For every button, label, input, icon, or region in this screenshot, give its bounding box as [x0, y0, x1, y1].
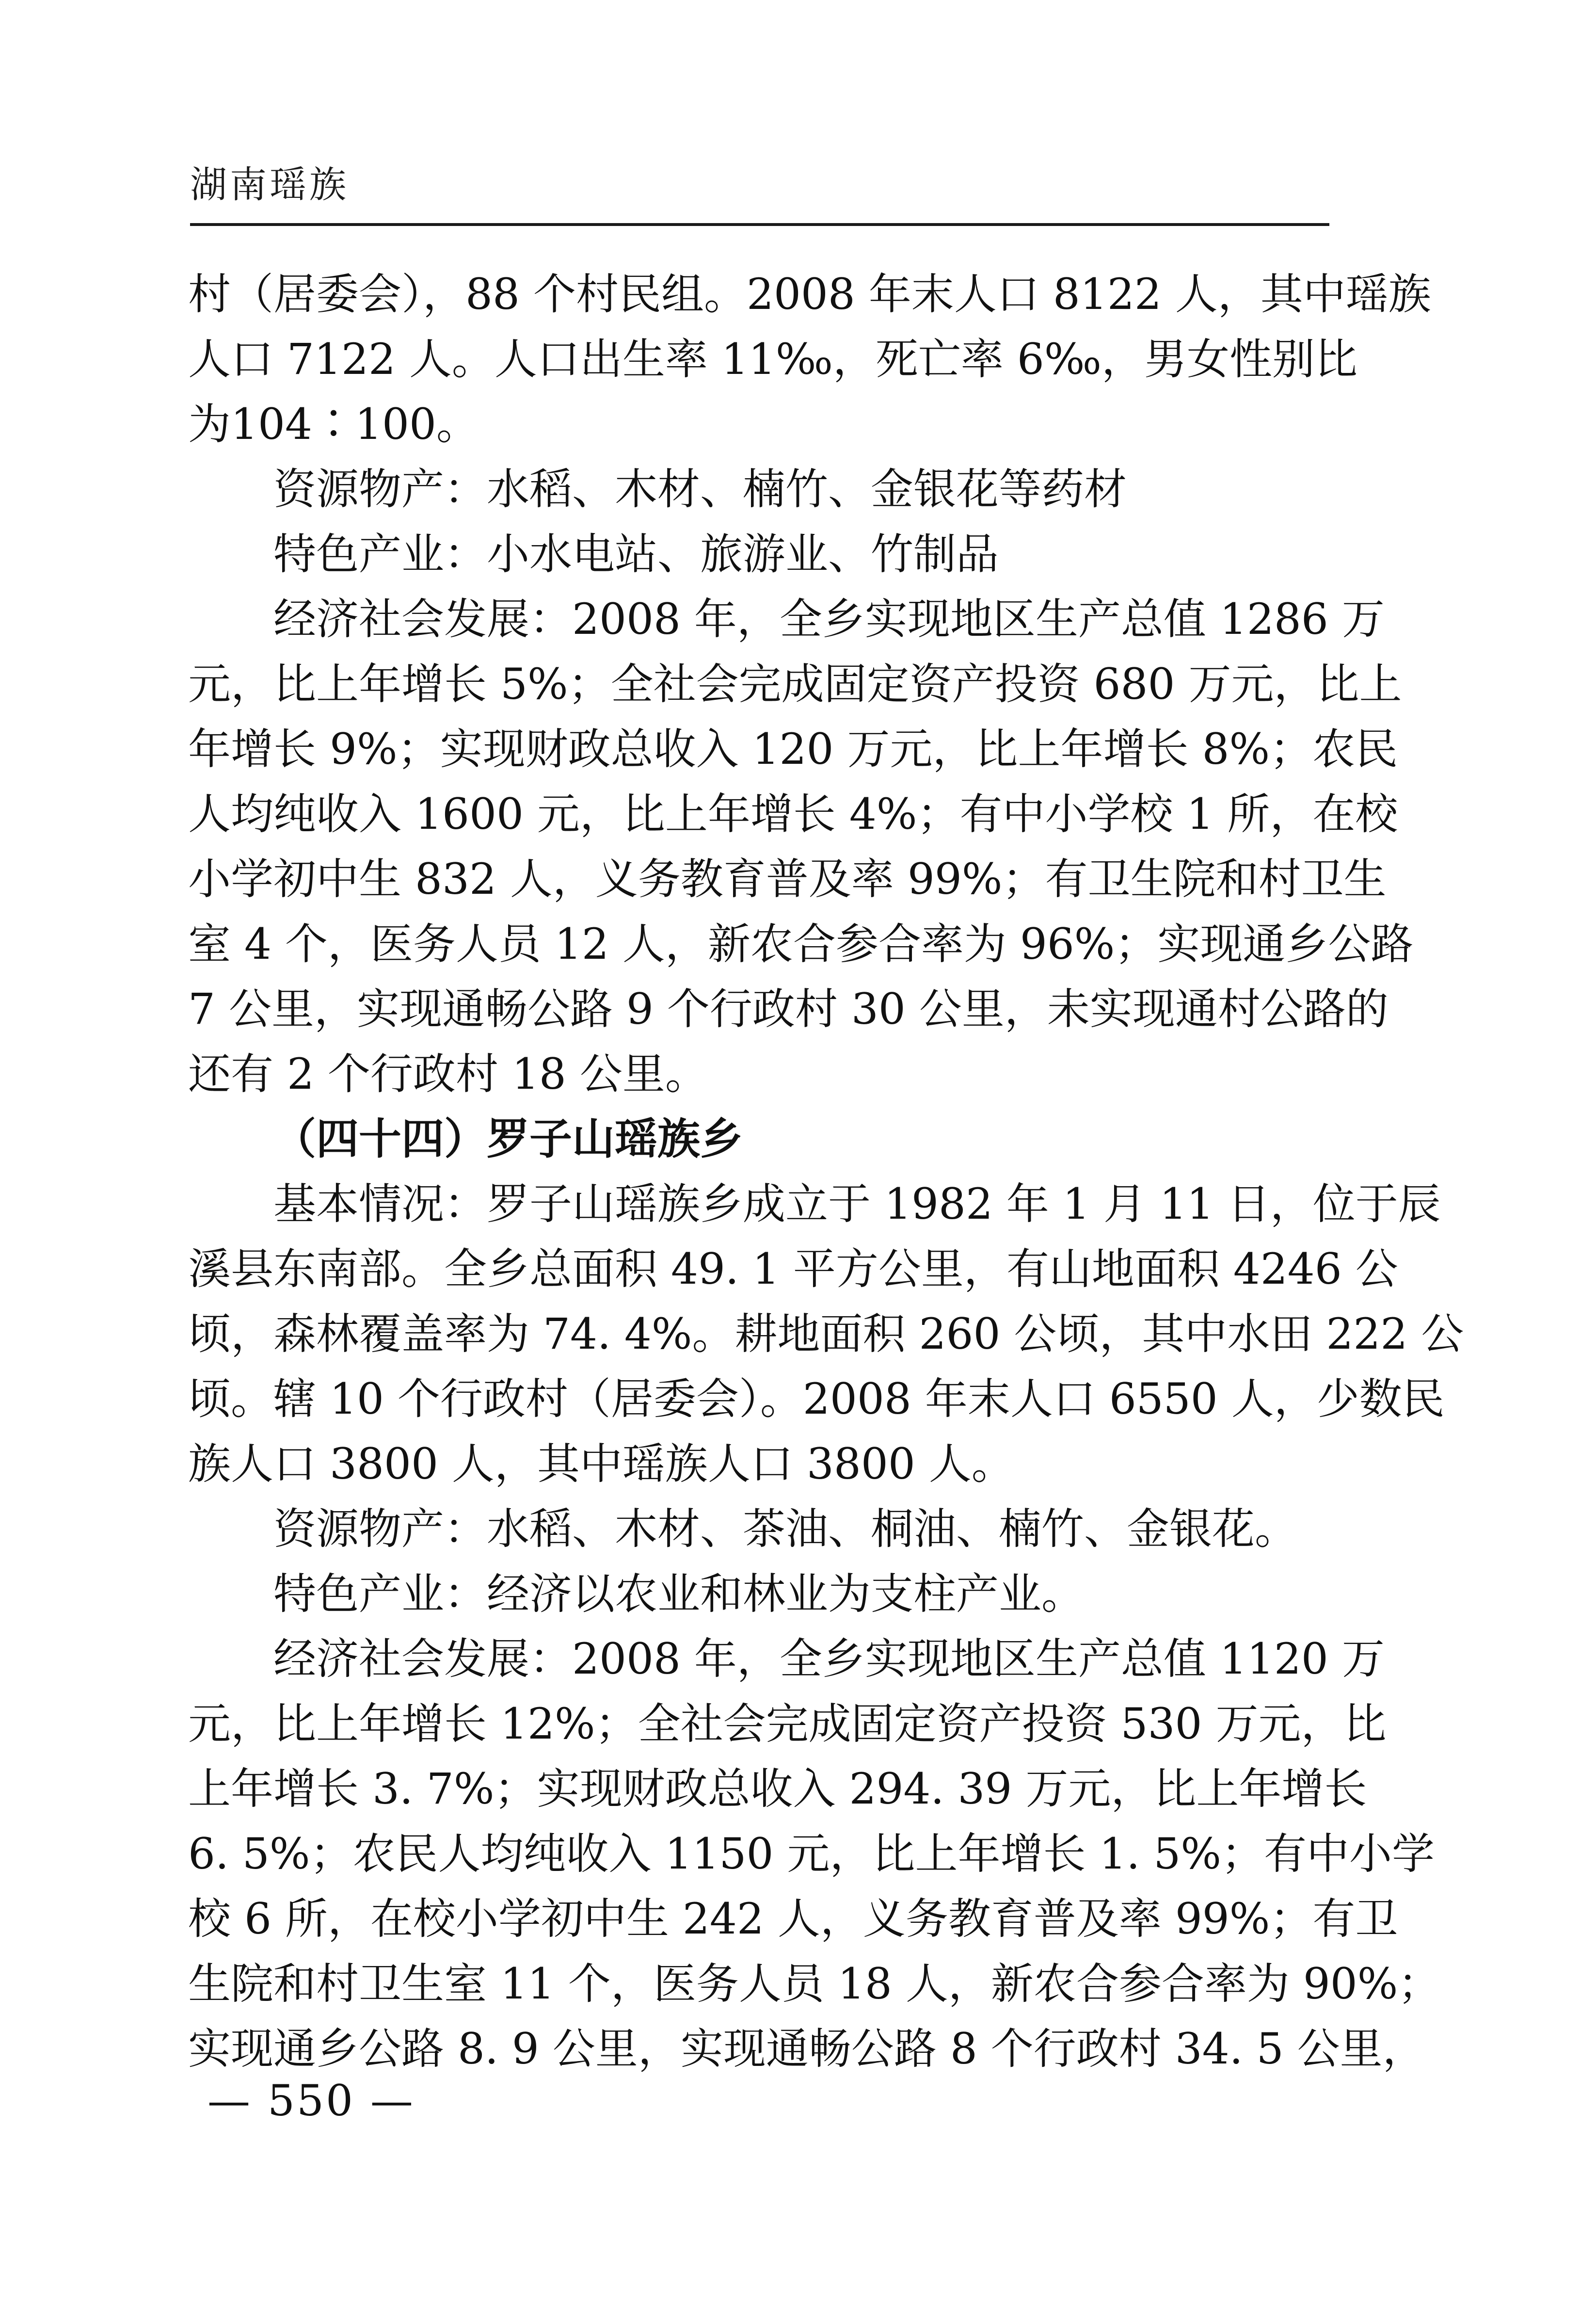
text-line: 还有 2 个行政村 18 公里。 [188, 1049, 708, 1099]
text-line: 村（居委会），88 个村民组。2008 年末人口 8122 人，其中瑶族 [188, 269, 1431, 319]
text-line: 为104∶100。 [188, 399, 479, 449]
text-line: 经济社会发展：2008 年，全乡实现地区生产总值 1286 万 [273, 594, 1385, 644]
text-line: 基本情况：罗子山瑶族乡成立于 1982 年 1 月 11 日，位于辰 [273, 1179, 1441, 1229]
text-line: 元，比上年增长 5%；全社会完成固定资产投资 680 万元，比上 [188, 659, 1402, 709]
text-line: 人均纯收入 1600 元，比上年增长 4%；有中小学校 1 所，在校 [188, 789, 1398, 839]
text-line: 资源物产：水稻、木材、茶油、桐油、楠竹、金银花。 [273, 1504, 1298, 1554]
text-line: 特色产业：小水电站、旅游业、竹制品 [273, 529, 999, 579]
text-line: 经济社会发展：2008 年，全乡实现地区生产总值 1120 万 [273, 1634, 1385, 1684]
text-line: 元，比上年增长 12%；全社会完成固定资产投资 530 万元，比 [188, 1699, 1387, 1749]
text-line: 年增长 9%；实现财政总收入 120 万元，比上年增长 8%；农民 [188, 724, 1398, 774]
text-line: 生院和村卫生室 11 个，医务人员 18 人，新农合参合率为 90%； [188, 1959, 1441, 2009]
text-line: 小学初中生 832 人，义务教育普及率 99%；有卫生院和村卫生 [188, 854, 1387, 904]
text-line: 实现通乡公路 8. 9 公里，实现通畅公路 8 个行政村 34. 5 公里， [188, 2024, 1425, 2074]
section-heading: （四十四）罗子山瑶族乡 [273, 1114, 743, 1164]
text-line: 人口 7122 人。人口出生率 11‰，死亡率 6‰，男女性别比 [188, 334, 1357, 384]
running-header-title: 湖南瑶族 [190, 163, 349, 206]
text-line: 顷。辖 10 个行政村（居委会）。2008 年末人口 6550 人，少数民 [188, 1374, 1445, 1424]
text-line: 顷，森林覆盖率为 74. 4%。耕地面积 260 公顷，其中水田 222 公 [188, 1309, 1464, 1359]
header-rule [190, 223, 1329, 226]
text-line: 族人口 3800 人，其中瑶族人口 3800 人。 [188, 1439, 1014, 1489]
text-line: 特色产业：经济以农业和林业为支柱产业。 [273, 1569, 1085, 1619]
text-line: 上年增长 3. 7%；实现财政总收入 294. 39 万元，比上年增长 [188, 1764, 1367, 1814]
text-line: 6. 5%；农民人均纯收入 1150 元，比上年增长 1. 5%；有中小学 [188, 1829, 1435, 1879]
text-line: 7 公里，实现通畅公路 9 个行政村 30 公里，未实现通村公路的 [188, 984, 1389, 1034]
text-line: 资源物产：水稻、木材、楠竹、金银花等药材 [273, 464, 1127, 514]
page-number: — 550 — [207, 2076, 415, 2126]
text-line: 溪县东南部。全乡总面积 49. 1 平方公里，有山地面积 4246 公 [188, 1244, 1398, 1294]
text-line: 校 6 所，在校小学初中生 242 人，义务教育普及率 99%；有卫 [188, 1894, 1398, 1944]
body-text [188, 262, 1464, 2081]
text-line: 室 4 个，医务人员 12 人，新农合参合率为 96%；实现通乡公路 [188, 919, 1414, 969]
